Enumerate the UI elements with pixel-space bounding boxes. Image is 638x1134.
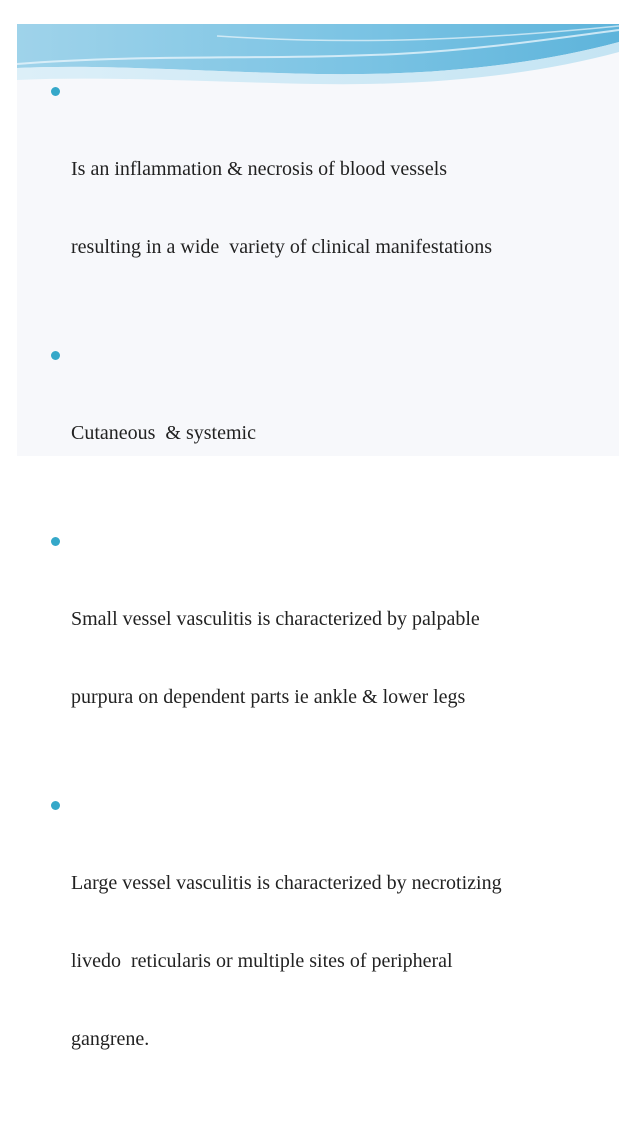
bullet-line: Is an inflammation & necrosis of blood vessels	[71, 158, 448, 180]
bullet-item	[51, 78, 607, 312]
bullet-dot-icon	[51, 351, 60, 360]
slide	[17, 24, 619, 1050]
bullet-line: Cutaneous & systemic	[71, 422, 256, 444]
bullet-line: gangrene.	[71, 1028, 150, 1050]
bullet-dot-icon	[51, 87, 60, 96]
bullet-item	[51, 792, 607, 1104]
bullet-line: livedo reticularis or multiple sites of peripheral	[71, 950, 453, 972]
bullet-dot-icon	[51, 801, 60, 810]
bullet-line: Large vessel vasculitis is characterized by necrotizing	[71, 872, 502, 894]
bullet-item	[51, 342, 607, 498]
bullet-item	[51, 528, 607, 762]
bullet-line: purpura on dependent parts ie ankle & lower legs	[71, 686, 466, 708]
bullet-dot-icon	[51, 537, 60, 546]
bullet-list	[51, 78, 607, 1134]
bullet-line: resulting in a wide variety of clinical manifestations	[71, 236, 492, 258]
bullet-line: Small vessel vasculitis is characterized by palpable	[71, 608, 480, 630]
